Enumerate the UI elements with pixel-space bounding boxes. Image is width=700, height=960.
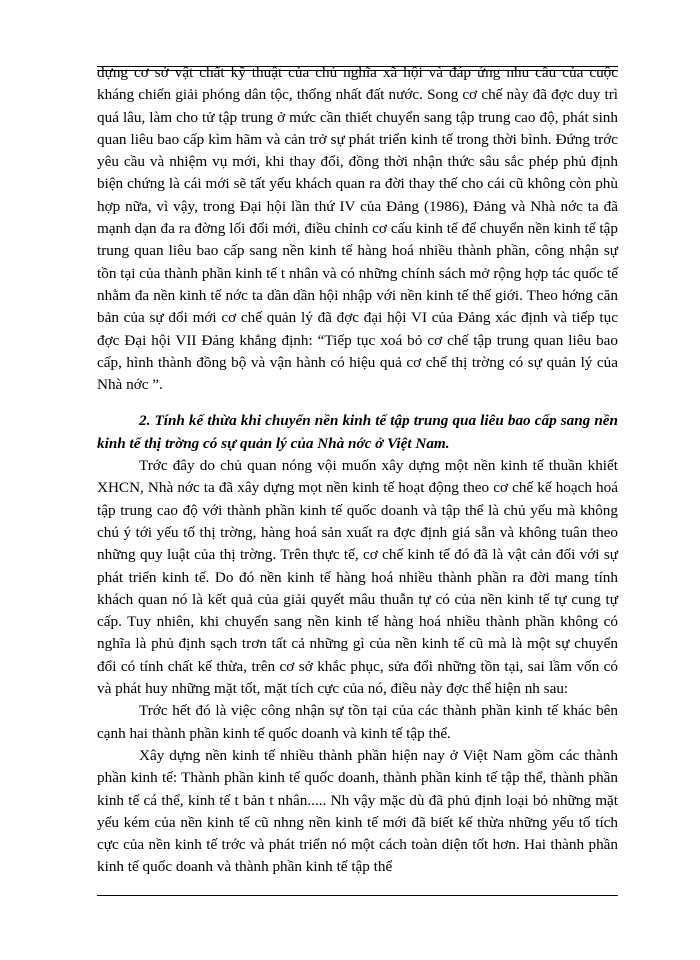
footer-rule [97, 895, 618, 896]
paragraph-continuation: dựng cơ sở vật chất kỹ thuật của chủ nghĩa xã hội và đáp ứng nhu cầu của cuộc kháng chiến giải phóng dân tộc, thống nhất đất nước. Song cơ chế này đã đợc duy trì quá lâu, làm cho tử tập trung ở mức cần thiết chuyển sang tập trung cao độ, phát sinh quan liêu bao cấp kìm hãm và cản trở sự phát triển kinh tế trong thời bình. Đứng trớc yêu cầu và nhiệm vụ mới, khi thay đổi, đồng thời nhận thức sâu sắc phép phủ định biện chứng là cái mới sẽ tất yếu khách quan ra đời thay thế cho cái cũ không còn phù hợp nữa, vì vậy, trong Đại hội lần thứ IV của Đảng (1986), Đảng và Nhà nớc ta đã mạnh dạn đa ra đờng lối đổi mới, điều chỉnh cơ cấu kinh tế để chuyển nền kinh tế tập trung quan liêu bao cấp sang nền kinh tế hàng hoá nhiều thành phần, công nhận sự tồn tại của thành phần kinh tế t nhân và có những chính sách mở rộng hợp tác quốc tế nhằm đa nền kinh tế nớc ta dần dần hội nhập với nền kinh tế thế giới. Theo hớng căn bản của sự đổi mới cơ chế quản lý đã đợc đại hội VI của Đảng xác định và tiếp tục đợc Đại hội VII Đảng khẳng định: “Tiếp tục xoá bỏ cơ chế tập trung quan liêu bao cấp, hình thành đồng bộ và vận hành có hiệu quả cơ chế thị trờng có sự quản lý của Nhà nớc ”. [97, 64, 618, 394]
paragraph-recognition: Trớc hết đó là việc công nhận sự tồn tại của các thành phần kinh tế khác bên cạnh hai thành phần kinh tế quốc doanh và kinh tế tập thể. [97, 702, 618, 742]
paragraph-multi-sector: Xây dựng nền kinh tế nhiều thành phần hiện nay ở Việt Nam gồm các thành phần kinh tế: Thành phần kinh tế quốc doanh, thành phần kinh tế tập thể, thành phần kinh tế cá thể, kinh tế t bản t nhân..... Nh vậy mặc dù đã phủ định loại bỏ những mặt yếu kém của nền kinh tế cũ nhng nền kinh tế mới đã biết kế thừa những yếu tố tích cực của nền kinh tế trớc và phát triển nó một cách toàn diện tốt hơn. Hai thành phần kinh tế quốc doanh và thành phần kinh tế tập thể [97, 746, 618, 876]
page-body [97, 62, 618, 879]
section-heading: 2. Tính kế thừa khi chuyển nền kinh tế tập trung qua liêu bao cấp sang nền kinh tế thị trờng có sự quản lý của Nhà nớc ở Việt Nam. [97, 412, 618, 452]
paragraph-market-economy: Trớc đây do chủ quan nóng vội muốn xây dựng một nền kinh tế thuần khiết XHCN, Nhà nớc ta đã xây dựng mọt nền kinh tế hoạt động theo cơ chế kế hoạch hoá tập trung cao độ với thành phần kinh tế quốc doanh và tập thể là chủ yếu mà không chú ý tới yếu tố thị trờng, hàng hoá sản xuất ra đợc định giá sẵn và không tuân theo những quy luật của thị trờng. Trên thực tế, cơ chế kinh tế đó đã là vật cản đối với sự phát triển kinh tế. Do đó nền kinh tế hàng hoá nhiều thành phần ra đời mang tính khách quan nó là kết quả của giải quyết mâu thuẫn tự có của nền kinh tế tự cung tự cấp. Tuy nhiên, khi chuyển sang nền kinh tế hàng hoá nhiều thành phần không có nghĩa là phủ định sạch trơn tất cả những gì của nền kinh tế cũ mà là một sự chuyển đổi có tính chất kế thừa, trên cơ sở khắc phục, sửa đổi những tồn tại, sai lầm vốn có và phát huy những mặt tốt, mặt tích cực của nó, điều này đợc thể hiện nh sau: [97, 457, 618, 698]
